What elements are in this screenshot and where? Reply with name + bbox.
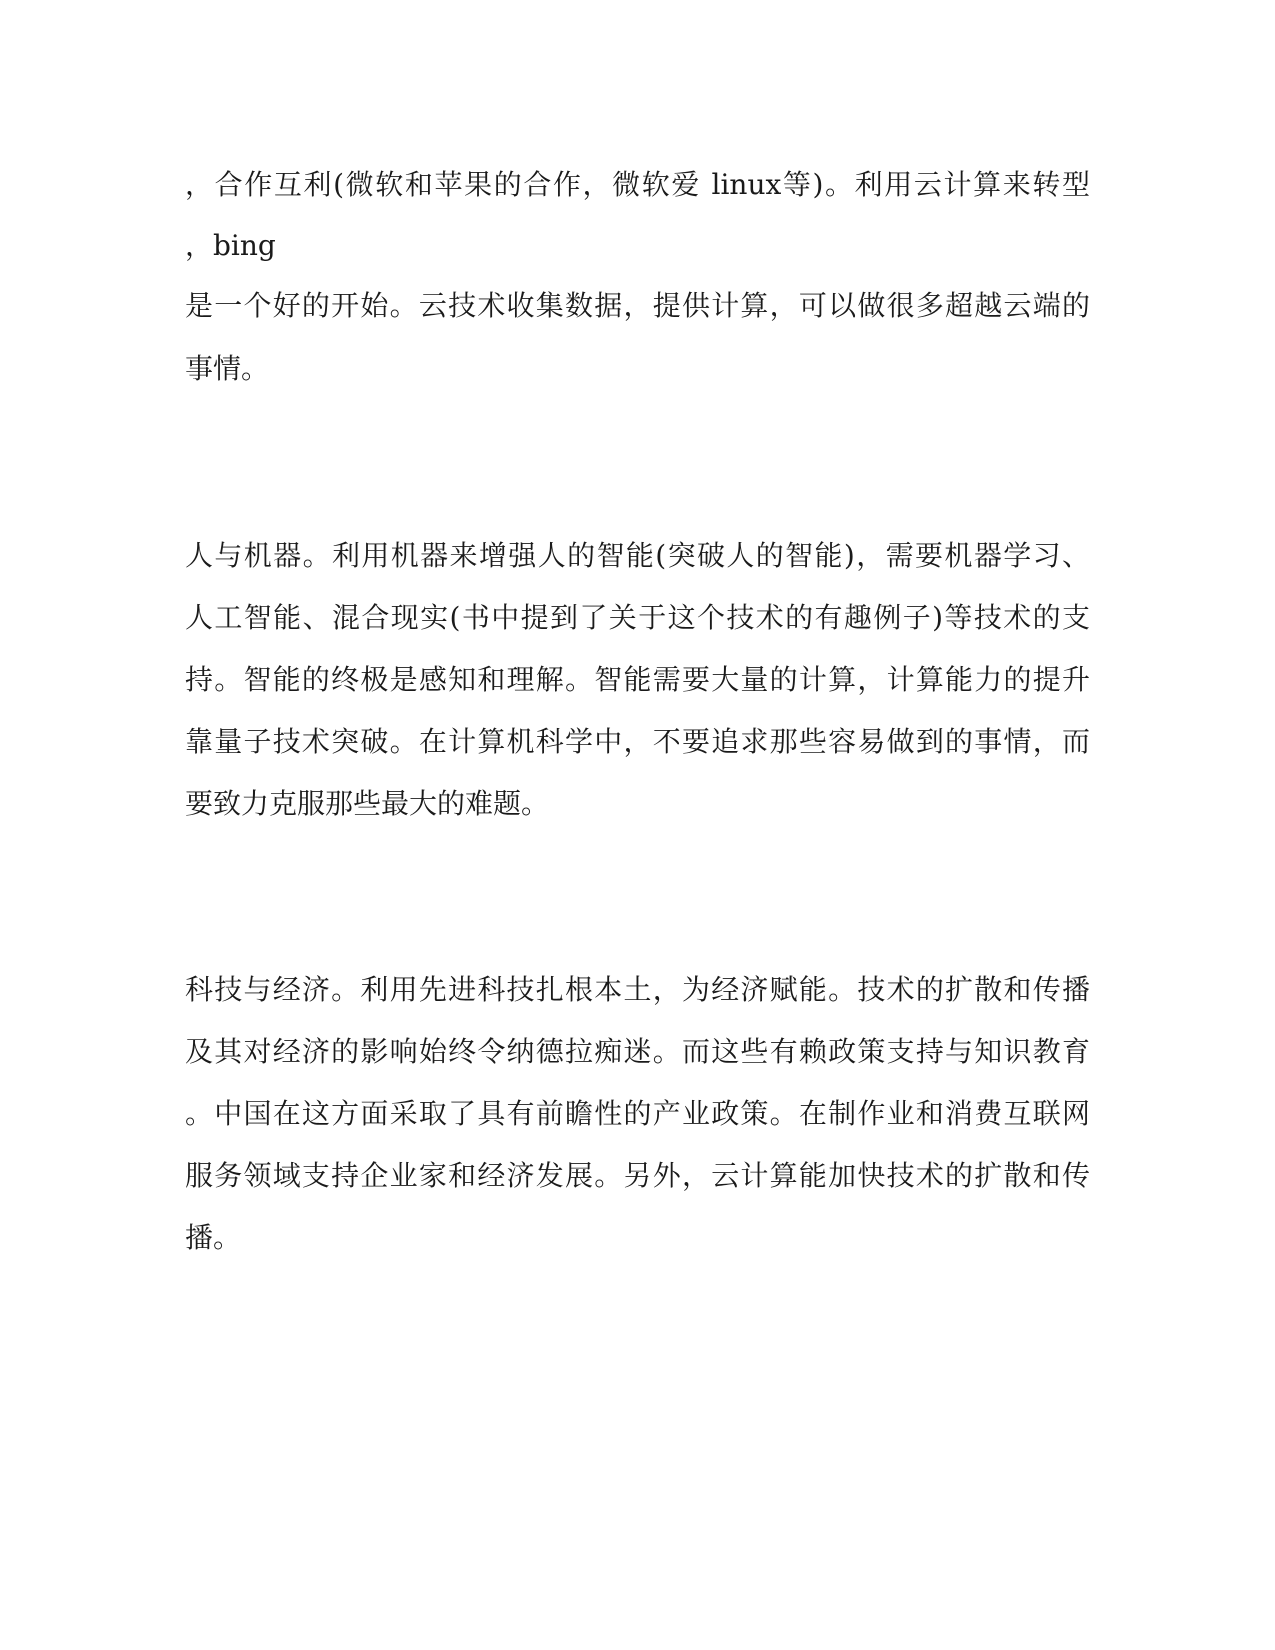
text-line: 播。 bbox=[185, 1221, 242, 1254]
text-line: 服务领域支持企业家和经济发展。另外，云计算能加快技术的扩散和传 bbox=[185, 1159, 1090, 1192]
text-line: 持。智能的终极是感知和理解。智能需要大量的计算，计算能力的提升 bbox=[185, 663, 1090, 696]
text-line: 。中国在这方面采取了具有前瞻性的产业政策。在制作业和消费互联网 bbox=[185, 1097, 1090, 1130]
text-line: ，bing bbox=[185, 229, 276, 262]
text-line: 要致力克服那些最大的难题。 bbox=[185, 787, 550, 820]
text-line: ，合作互利(微软和苹果的合作，微软爱 linux等)。利用云计算来转型 bbox=[185, 168, 1090, 201]
text-line: 及其对经济的影响始终令纳德拉痴迷。而这些有赖政策支持与知识教育 bbox=[185, 1035, 1090, 1068]
text-line: 事情。 bbox=[185, 352, 270, 385]
text-line: 靠量子技术突破。在计算机科学中，不要追求那些容易做到的事情，而 bbox=[185, 725, 1090, 758]
text-line: 人与机器。利用机器来增强人的智能(突破人的智能)，需要机器学习、 bbox=[185, 539, 1090, 572]
text-line: 是一个好的开始。云技术收集数据，提供计算，可以做很多超越云端的 bbox=[185, 289, 1090, 322]
text-line: 科技与经济。利用先进科技扎根本土，为经济赋能。技术的扩散和传播 bbox=[185, 973, 1090, 1006]
text-line: 人工智能、混合现实(书中提到了关于这个技术的有趣例子)等技术的支 bbox=[185, 601, 1090, 634]
